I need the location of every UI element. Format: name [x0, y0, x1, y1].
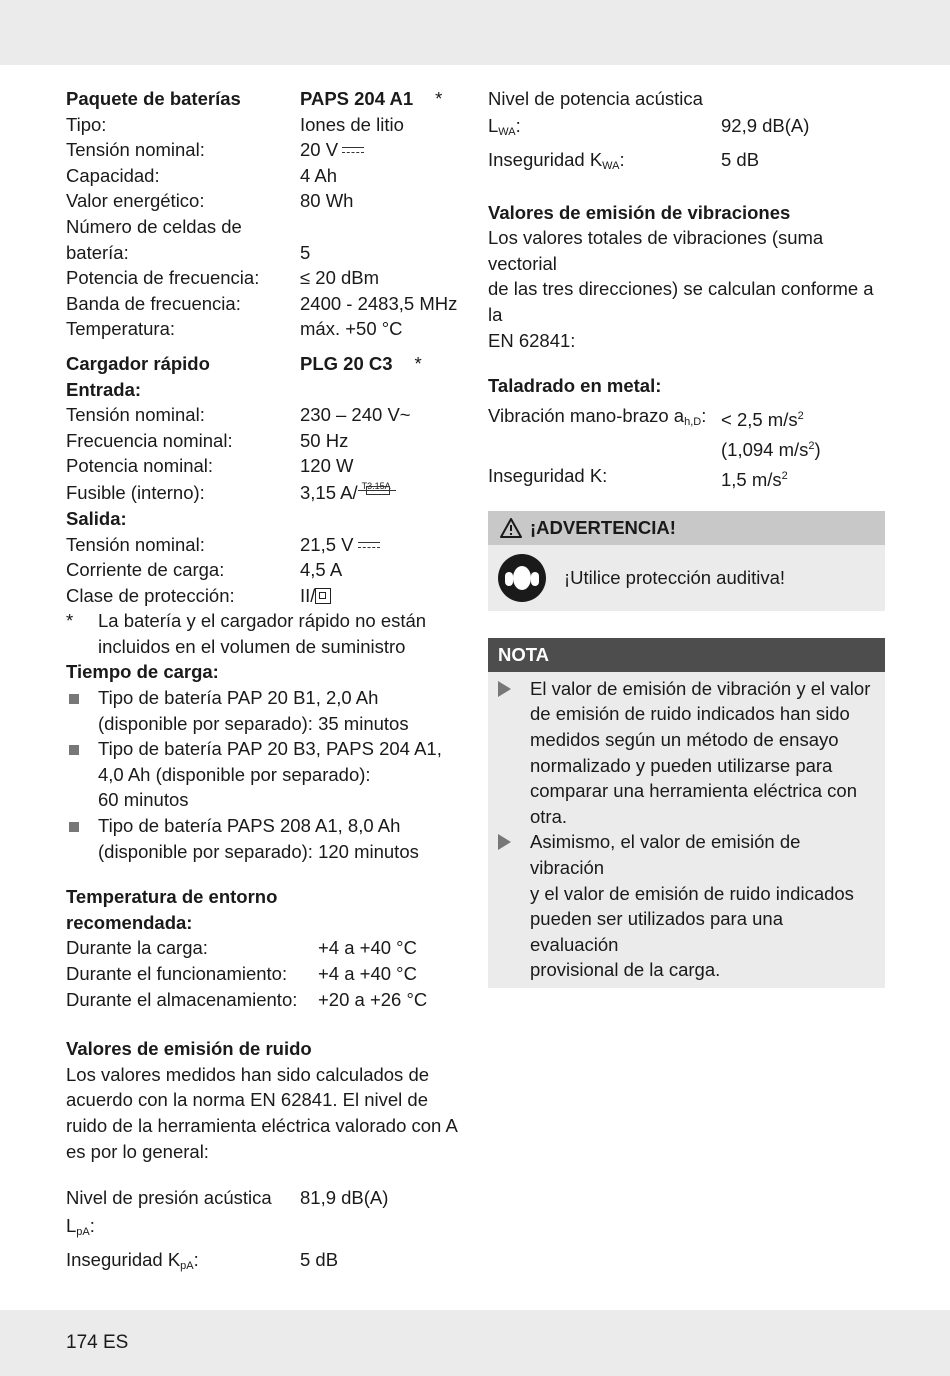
arrow-bullet-icon — [498, 834, 511, 850]
subscript: WA — [602, 159, 620, 172]
spec-row — [66, 453, 466, 479]
spec-key: Clase de protección: — [66, 584, 235, 606]
spec-row — [66, 265, 466, 291]
spec-value: 81,9 dB(A) — [300, 1187, 389, 1209]
spec-value: 80 Wh — [300, 190, 354, 212]
note-box — [488, 638, 885, 988]
footnote-line: incluidos en el volumen de suministro — [98, 635, 406, 657]
spec-key: Potencia de frecuencia: — [66, 267, 260, 289]
paragraph-line: Los valores totales de vibraciones (suma vectorial — [488, 227, 824, 274]
spec-value: ) — [814, 438, 821, 460]
spec-row: Vibración mano-brazo $a_{h,D}$: < 2,5 $m/s^2$ (1,094 $m/s^2$) — [488, 404, 821, 460]
spec-value: 20 V — [300, 139, 339, 161]
spec-row — [66, 479, 466, 506]
spec-value: 50 Hz — [300, 429, 349, 451]
vibration-heading: Valores de emisión de vibraciones — [488, 201, 791, 223]
ambient-heading: recomendada: — [66, 911, 193, 933]
spec-row — [66, 428, 466, 454]
spec-key: Tensión nominal: — [66, 533, 205, 555]
spec-row — [66, 583, 466, 609]
note-item — [498, 829, 875, 983]
note-line: El valor de emisión de vibración y el valor — [530, 677, 871, 699]
spec-key: Inseguridad K: — [488, 464, 608, 486]
battery-star: * — [435, 88, 443, 109]
spec-value: 2400 - 2483,5 MHz — [300, 292, 458, 314]
note-line: otra. — [530, 805, 568, 827]
paragraph-line: Los valores medidos han sido calculados de — [66, 1063, 430, 1085]
spec-value: < 2,5 m/s — [721, 408, 798, 430]
subscript: pA — [180, 1260, 194, 1273]
paragraph-line: ruido de la herramienta eléctrica valorado con A — [66, 1114, 458, 1136]
spec-key: Tensión nominal: — [66, 404, 205, 426]
spec-value: +4 a +40 °C — [318, 963, 417, 984]
spec-key: Durante el funcionamiento: — [66, 963, 288, 984]
warning-title: ¡ADVERTENCIA! — [530, 516, 676, 538]
spec-key: Durante la carga: — [66, 937, 208, 959]
list-line: 4,0 Ah (disponible por separado): — [98, 763, 371, 785]
spec-key: L — [488, 114, 499, 136]
left-column — [66, 86, 466, 1280]
spec-row — [66, 163, 466, 189]
spec-key: Fusible (interno): — [66, 481, 205, 503]
charger-heading: Cargador rápido — [66, 352, 210, 374]
fuse-symbol-icon — [358, 479, 396, 497]
ear-protection-icon — [498, 554, 546, 602]
spec-row — [66, 240, 466, 266]
paragraph-line: acuerdo con la norma EN 62841. El nivel de — [66, 1089, 428, 1111]
spec-row — [488, 463, 885, 493]
header-band — [0, 0, 950, 65]
list-line: (disponible por separado): 120 minutos — [98, 840, 419, 862]
spec-key: Inseguridad K — [66, 1249, 181, 1271]
note-line: medidos según un método de ensayo — [530, 728, 839, 750]
arrow-bullet-icon — [498, 681, 511, 697]
spec-value: II/ — [300, 584, 316, 606]
spec-value: +4 a +40 °C — [318, 937, 417, 959]
spec-key: Temperatura: — [66, 318, 175, 340]
subscript: pA — [76, 1226, 90, 1239]
list-line: (disponible por separado): 35 minutos — [98, 712, 409, 734]
list-item — [66, 685, 466, 736]
charger-star: * — [414, 352, 422, 374]
spec-key: Banda de frecuencia: — [66, 292, 241, 314]
charger-model: PLG 20 C3 — [300, 352, 393, 374]
spec-key: Corriente de carga: — [66, 559, 225, 581]
paragraph-line: de las tres direcciones) se calculan conforme a la — [488, 278, 874, 325]
spec-value: 4 Ah — [300, 164, 338, 186]
spec-key: Tensión nominal: — [66, 139, 205, 161]
spec-key: batería: — [66, 241, 129, 263]
right-column — [488, 86, 885, 988]
spec-value: 5 — [300, 241, 311, 263]
spec-value: +20 a +26 °C — [318, 988, 428, 1010]
output-heading: Salida: — [66, 507, 127, 529]
spec-key: Durante el almacenamiento: — [66, 988, 298, 1010]
note-line: pueden ser utilizados para una evaluación — [530, 908, 784, 955]
spec-key: Inseguridad K — [488, 148, 603, 170]
protection-class-icon — [315, 588, 331, 604]
spec-row — [66, 402, 466, 428]
spec-key: Número de celdas de — [66, 215, 242, 237]
spec-key: Tipo: — [66, 113, 107, 135]
spec-value: ≤ 20 dBm — [300, 267, 380, 289]
note-line: de emisión de ruido indicados han sido — [530, 703, 850, 725]
spec-value: máx. +50 °C — [300, 318, 403, 340]
spec-row — [66, 987, 466, 1013]
spec-row — [66, 316, 466, 342]
paragraph-line: es por lo general: — [66, 1140, 209, 1162]
note-body — [488, 672, 885, 988]
spec-row — [66, 291, 466, 317]
warning-box — [488, 511, 885, 611]
battery-model: PAPS 204 A1 — [300, 88, 414, 109]
spec-value: (1,094 m/s — [721, 438, 809, 460]
list-item — [66, 813, 466, 864]
spec-row: Nivel de presión acústica $L_{pA}$: 81,9 dB(A) — [66, 1184, 466, 1246]
list-line: Tipo de batería PAP 20 B3, PAPS 204 A1, — [98, 738, 442, 760]
note-item — [498, 676, 875, 830]
footnote-line: La batería y el cargador rápido no están — [98, 610, 427, 632]
square-bullet-icon — [69, 745, 79, 755]
superscript: 2 — [781, 469, 788, 482]
warning-text: ¡Utilice protección auditiva! — [564, 566, 786, 588]
footnote — [66, 608, 466, 659]
spec-row — [66, 112, 466, 138]
note-line: Asimismo, el valor de emisión de vibración — [530, 831, 801, 878]
spec-row — [66, 188, 466, 214]
spec-value: 4,5 A — [300, 559, 343, 581]
superscript: 2 — [808, 439, 815, 452]
list-item — [66, 736, 466, 813]
note-title: NOTA — [488, 638, 885, 672]
spec-value: 120 W — [300, 455, 354, 477]
sound-power-label: Nivel de potencia acústica — [488, 88, 703, 109]
spec-value: 21,5 V — [300, 533, 354, 555]
spec-row: Inseguridad $K_{WA}$: 5 dB — [488, 146, 885, 180]
fuse-label: T3.15A — [361, 480, 391, 491]
warning-body — [488, 545, 885, 611]
note-line: y el valor de emisión de ruido indicados — [530, 882, 854, 904]
warning-triangle-icon — [500, 518, 522, 538]
spec-value: Iones de litio — [300, 113, 404, 135]
spec-key: Capacidad: — [66, 164, 160, 186]
dc-symbol-icon — [358, 540, 380, 550]
list-line: Tipo de batería PAP 20 B1, 2,0 Ah — [98, 687, 379, 709]
spec-row — [66, 137, 466, 163]
spec-value: 230 – 240 V~ — [300, 404, 411, 426]
spec-key: Frecuencia nominal: — [66, 429, 233, 451]
paragraph-line: EN 62841: — [488, 329, 576, 351]
note-line: normalizado y pueden utilizarse para — [530, 754, 833, 776]
superscript: 2 — [797, 409, 804, 422]
ambient-heading: Temperatura de entorno — [66, 886, 278, 908]
subscript: h,D — [684, 415, 702, 428]
spec-key: Vibración mano-brazo a — [488, 404, 685, 426]
spec-row — [66, 214, 466, 240]
spec-value: 92,9 dB(A) — [721, 114, 810, 136]
drilling-heading: Taladrado en metal: — [488, 375, 662, 397]
input-heading: Entrada: — [66, 378, 142, 400]
spec-key: Valor energético: — [66, 190, 205, 212]
spec-value: 5 dB — [721, 148, 760, 170]
spec-key: Potencia nominal: — [66, 455, 214, 477]
spec-value: 1,5 m/s — [721, 468, 782, 490]
spec-row — [66, 532, 466, 558]
subscript: WA — [498, 125, 516, 138]
spec-row — [66, 961, 466, 987]
charge-time-heading: Tiempo de carga: — [66, 661, 219, 683]
spec-value: 5 dB — [300, 1249, 339, 1271]
footnote-mark: * — [66, 610, 74, 632]
footer-band — [0, 1310, 950, 1376]
note-line: provisional de la carga. — [530, 959, 721, 981]
spec-key: Nivel de presión acústica L — [66, 1187, 272, 1237]
dc-symbol-icon — [342, 145, 364, 155]
list-line: Tipo de batería PAPS 208 A1, 8,0 Ah — [98, 815, 401, 837]
charger-heading-row — [66, 351, 466, 377]
battery-heading-row — [66, 86, 466, 112]
note-line: comparar una herramienta eléctrica con — [530, 780, 857, 802]
square-bullet-icon — [69, 822, 79, 832]
square-bullet-icon — [69, 694, 79, 704]
spec-row: $L_{WA}$: 92,9 dB(A) — [488, 112, 885, 146]
spec-value: 3,15 A/ — [300, 481, 358, 503]
warning-header — [488, 511, 885, 545]
spec-row — [66, 557, 466, 583]
spec-row: Inseguridad $K_{pA}$: 5 dB — [66, 1246, 466, 1280]
battery-heading: Paquete de baterías — [66, 88, 241, 109]
page-number: 174 ES — [66, 1332, 129, 1353]
noise-heading: Valores de emisión de ruido — [66, 1038, 312, 1060]
list-line: 60 minutos — [98, 789, 189, 811]
spec-row — [66, 935, 466, 961]
